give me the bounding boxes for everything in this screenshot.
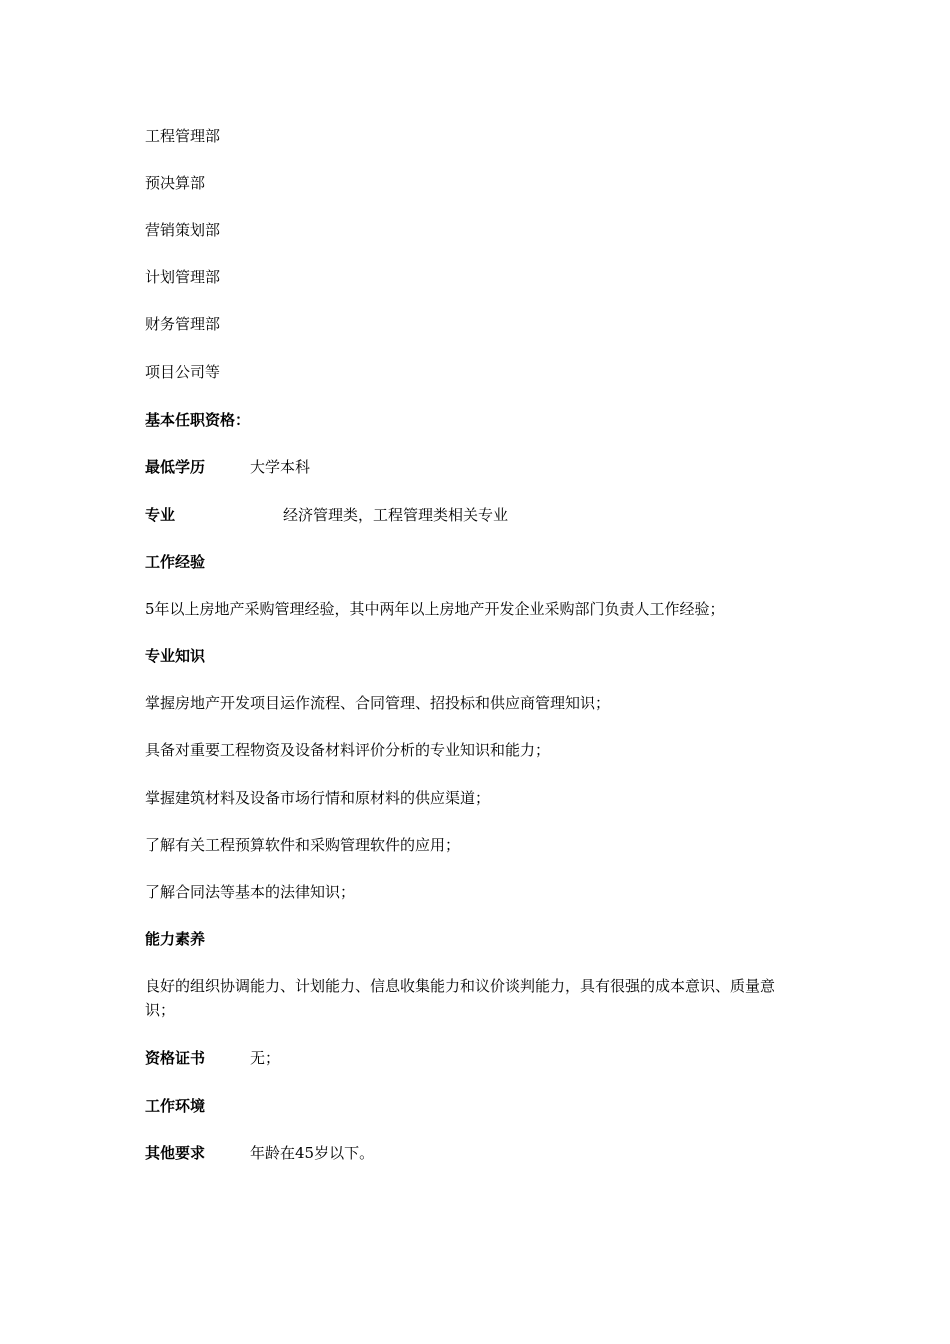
experience-label: 工作经验	[145, 553, 206, 571]
knowledge-item: 掌握建筑材料及设备市场行情和原材料的供应渠道；	[145, 789, 491, 807]
knowledge-label: 专业知识	[145, 647, 206, 665]
department-item: 计划管理部	[145, 268, 221, 286]
certificate-value: 无；	[250, 1049, 281, 1067]
department-item: 项目公司等	[145, 363, 221, 381]
knowledge-item: 掌握房地产开发项目运作流程、合同管理、招投标和供应商管理知识；	[145, 694, 611, 712]
ability-label: 能力素养	[145, 930, 206, 948]
other-value: 年龄在45岁以下。	[250, 1144, 375, 1162]
major-value: 经济管理类，工程管理类相关专业	[283, 506, 509, 524]
qualifications-heading: 基本任职资格：	[145, 411, 251, 429]
education-label: 最低学历	[145, 458, 206, 476]
ability-text: 良好的组织协调能力、计划能力、信息收集能力和议价谈判能力，具有很强的成本意识、质量意识；	[145, 977, 776, 1019]
experience-text: 5年以上房地产采购管理经验，其中两年以上房地产开发企业采购部门负责人工作经验；	[145, 600, 725, 618]
major-label: 专业	[145, 506, 176, 524]
certificate-label: 资格证书	[145, 1049, 206, 1067]
knowledge-item: 了解合同法等基本的法律知识；	[145, 883, 356, 901]
other-label: 其他要求	[145, 1144, 206, 1162]
department-item: 工程管理部	[145, 127, 221, 145]
environment-label: 工作环境	[145, 1097, 206, 1115]
knowledge-item: 了解有关工程预算软件和采购管理软件的应用；	[145, 836, 461, 854]
knowledge-item: 具备对重要工程物资及设备材料评价分析的专业知识和能力；	[145, 741, 551, 759]
department-item: 营销策划部	[145, 221, 221, 239]
department-item: 财务管理部	[145, 315, 221, 333]
department-item: 预决算部	[145, 174, 206, 192]
education-value: 大学本科	[250, 458, 311, 476]
